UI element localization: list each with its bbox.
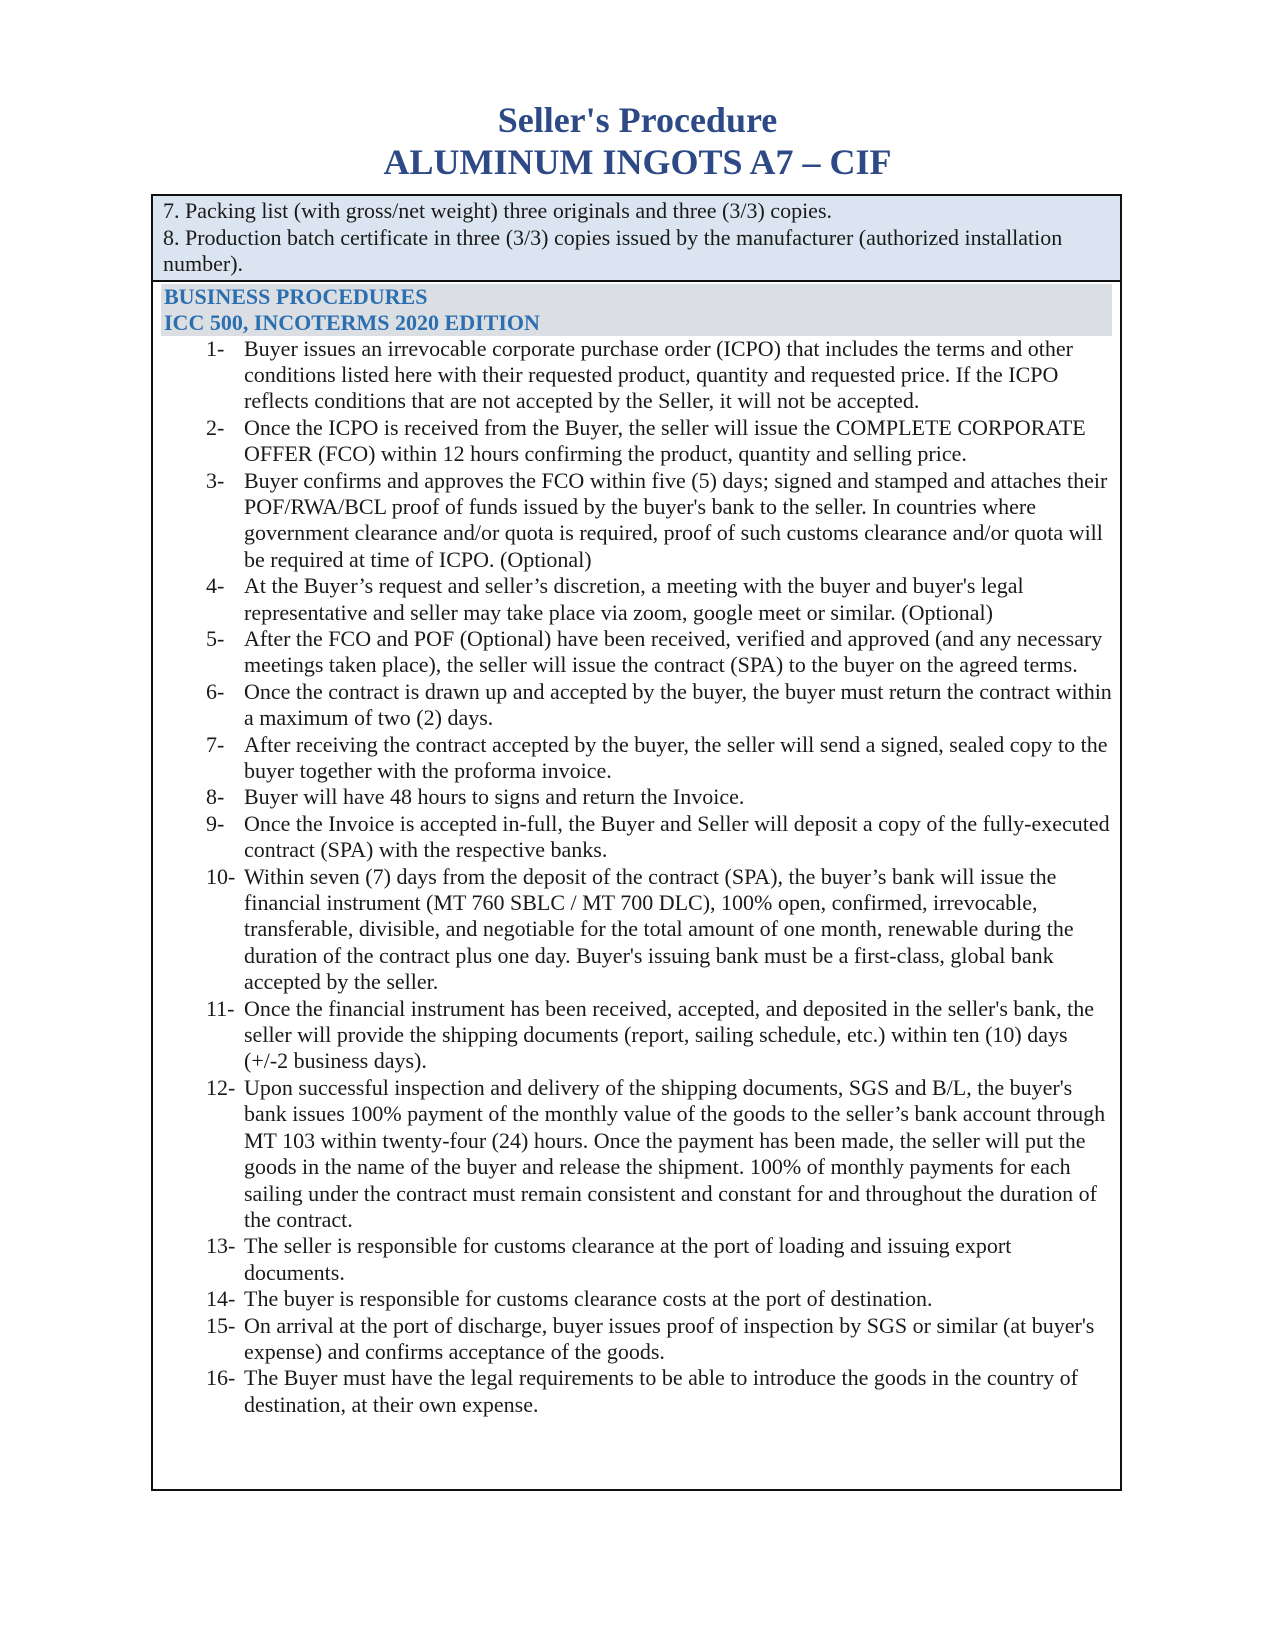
step-text: After the FCO and POF (Optional) have been received, verified and approved (and any necessary meetings taken place), the seller will issue the contract (SPA) to the buyer on the agreed terms. <box>244 625 1103 678</box>
step-number: 11- <box>206 995 235 1021</box>
title-line-1: Seller's Procedure <box>497 100 778 140</box>
heading-icc-incoterms: ICC 500, INCOTERMS 2020 EDITION <box>164 309 540 335</box>
procedure-step <box>153 336 1120 415</box>
step-number: 6- <box>206 678 225 704</box>
step-text: The buyer is responsible for customs clearance costs at the port of destination. <box>244 1286 933 1312</box>
step-text: On arrival at the port of discharge, buyer issues proof of inspection by SGS or similar (at buyer's expense) and confirms acceptance of the goods. <box>244 1312 1095 1364</box>
procedure-step <box>153 415 1120 468</box>
step-text: Buyer will have 48 hours to signs and return the Invoice. <box>244 784 745 810</box>
step-number: 3- <box>206 467 225 493</box>
step-text: Buyer confirms and approves the FCO within five (5) days; signed and stamped and attaches their POF/RWA/BCL proof of funds issued by the buyer's bank to the seller. In countries where government clearance and/or quota is required, proof of such customs clearance and/or quota will be required at time of ICPO. (Optional) <box>244 467 1108 572</box>
procedure-step <box>153 784 1120 810</box>
step-text: The seller is responsible for customs clearance at the port of loading and issuing export documents. <box>244 1233 1012 1285</box>
step-number: 13- <box>206 1233 236 1259</box>
procedure-step <box>153 1233 1120 1286</box>
procedure-step <box>153 1075 1120 1233</box>
step-text: Buyer issues an irrevocable corporate purchase order (ICPO) that includes the terms and other conditions listed here with their requested product, quantity and requested price. If the ICPO reflects conditions that are not accepted by the Seller, it will not be accepted. <box>244 335 1073 414</box>
step-number: 9- <box>206 810 225 836</box>
step-number: 14- <box>206 1286 236 1312</box>
procedure-step <box>153 811 1120 864</box>
step-text: Within seven (7) days from the deposit of the contract (SPA), the buyer’s bank will issue the financial instrument (MT 760 SBLC / MT 700 DLC), 100% open, confirmed, irrevocable, transferable, divisible, and negotiable for the total amount of one month, renewable during the duration of the contract plus one day. Buyer's issuing bank must be a first-class, global bank accepted by the seller. <box>244 863 1074 995</box>
step-number: 10- <box>206 863 236 889</box>
procedure-step <box>153 1313 1120 1366</box>
step-number: 5- <box>206 625 225 651</box>
step-number: 16- <box>206 1365 236 1391</box>
procedure-step <box>153 626 1120 679</box>
step-number: 4- <box>206 573 225 599</box>
heading-business-procedures: BUSINESS PROCEDURES <box>164 283 428 309</box>
business-procedures-heading <box>161 284 1112 336</box>
procedure-step <box>153 1365 1120 1418</box>
step-number: 15- <box>206 1312 236 1338</box>
step-text: Once the contract is drawn up and accepted by the buyer, the buyer must return the contract within a maximum of two (2) days. <box>244 678 1112 731</box>
procedure-steps-list <box>153 336 1120 1419</box>
step-number: 12- <box>206 1074 236 1100</box>
step-text: The Buyer must have the legal requirements to be able to introduce the goods in the country of destination, at their own expense. <box>244 1365 1078 1417</box>
document-item-packing-list: 7. Packing list (with gross/net weight) three originals and three (3/3) copies. <box>163 198 833 223</box>
procedure-step <box>153 864 1120 996</box>
procedure-step <box>153 1286 1120 1312</box>
step-text: At the Buyer’s request and seller’s discretion, a meeting with the buyer and buyer's legal representative and seller may take place via zoom, google meet or similar. (Optional) <box>244 573 1024 625</box>
procedure-step <box>153 732 1120 785</box>
step-text: Once the financial instrument has been received, accepted, and deposited in the seller's bank, the seller will provide the shipping documents (report, sailing schedule, etc.) within ten (10) days (+/-2 business days). <box>244 995 1095 1074</box>
step-text: Once the ICPO is received from the Buyer, the seller will issue the COMPLETE CORPORATE OFFER (FCO) within 12 hours confirming the product, quantity and selling price. <box>244 414 1086 467</box>
title-line-2: ALUMINUM INGOTS A7 – CIF <box>383 142 892 182</box>
document-item-batch-certificate: 8. Production batch certificate in three (3/3) copies issued by the manufacturer (authorized installation number). <box>163 224 1063 276</box>
document-title <box>0 100 1275 183</box>
step-text: After receiving the contract accepted by the buyer, the seller will send a signed, sealed copy to the buyer together with the proforma invoice. <box>244 731 1108 783</box>
procedure-step <box>153 679 1120 732</box>
step-number: 7- <box>206 731 225 757</box>
step-text: Once the Invoice is accepted in-full, the Buyer and Seller will deposit a copy of the fully-executed contract (SPA) with the respective banks. <box>244 810 1110 863</box>
procedure-table <box>151 194 1122 1491</box>
step-text: Upon successful inspection and delivery of the shipping documents, SGS and B/L, the buyer's bank issues 100% payment of the monthly value of the goods to the seller’s bank account through MT 103 within twenty-four (24) hours. Once the payment has been made, the seller will put the goods in the name of the buyer and release the shipment. 100% of monthly payments for each sailing under the contract must remain consistent and constant for and throughout the duration of the contract. <box>244 1074 1106 1232</box>
step-number: 2- <box>206 414 225 440</box>
procedure-step <box>153 468 1120 574</box>
procedure-step <box>153 573 1120 626</box>
procedure-step <box>153 996 1120 1075</box>
documents-section <box>153 196 1120 282</box>
step-number: 8- <box>206 784 225 810</box>
step-number: 1- <box>206 335 225 361</box>
